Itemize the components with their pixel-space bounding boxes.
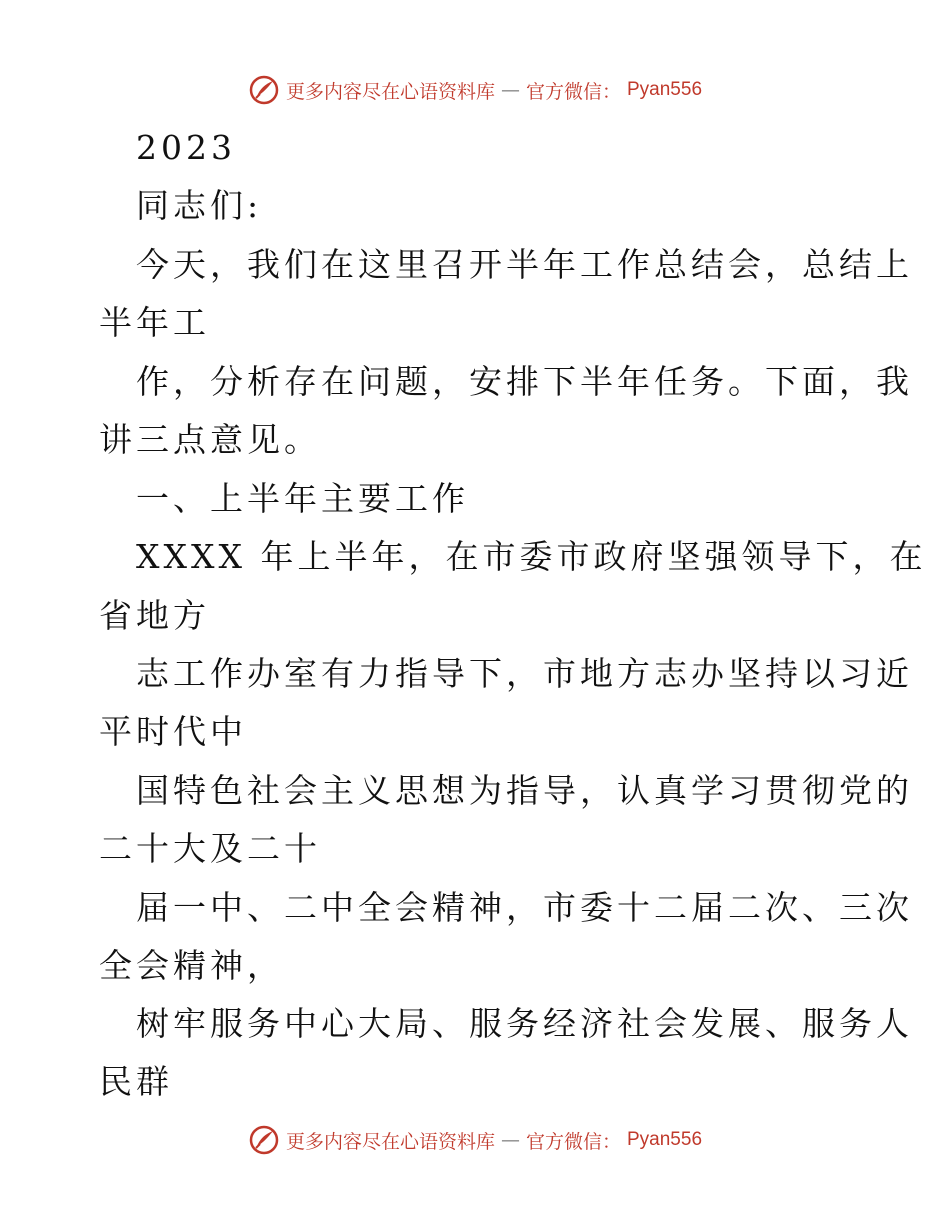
watermark-dash: — (500, 1129, 520, 1151)
doc-line: 半年工 (99, 303, 210, 342)
watermark-wechat-id: Pyan556 (627, 79, 703, 100)
doc-line: 国特色社会主义思想为指导，认真学习贯彻党的 (136, 771, 913, 810)
watermark-label: 官方微信： (525, 80, 621, 103)
doc-line: 省地方 (99, 596, 210, 635)
header-watermark (0, 70, 950, 110)
doc-line: 全会精神， (99, 946, 284, 985)
watermark-text: 更多内容尽在心语资料库 (285, 1130, 495, 1153)
doc-line-year: 2023 (136, 128, 236, 167)
doc-line: 民群 (99, 1062, 173, 1101)
doc-line: 作，分析存在问题，安排下半年任务。下面，我 (136, 362, 913, 401)
watermark-text: 更多内容尽在心语资料库 (285, 80, 495, 103)
doc-line: 平时代中 (99, 712, 247, 751)
doc-line-salutation: 同志们: (136, 186, 263, 225)
quill-logo-icon (248, 74, 280, 106)
doc-section-heading: 一、上半年主要工作 (136, 479, 469, 518)
quill-logo-icon (248, 1124, 280, 1156)
doc-line: 树牢服务中心大局、服务经济社会发展、服务人 (136, 1004, 913, 1043)
watermark-dash: — (500, 79, 520, 101)
doc-line: 讲三点意见。 (99, 420, 321, 459)
watermark-label: 官方微信： (525, 1130, 621, 1153)
watermark-wechat-id: Pyan556 (627, 1129, 703, 1150)
doc-line: XXXX 年上半年，在市委市政府坚强领导下，在 (136, 537, 927, 576)
doc-line: 志工作办室有力指导下，市地方志办坚持以习近 (136, 654, 913, 693)
doc-line: 二十大及二十 (99, 829, 321, 868)
doc-line: 今天，我们在这里召开半年工作总结会，总结上 (136, 245, 913, 284)
doc-line: 届一中、二中全会精神，市委十二届二次、三次 (136, 888, 913, 927)
footer-watermark (0, 1120, 950, 1160)
